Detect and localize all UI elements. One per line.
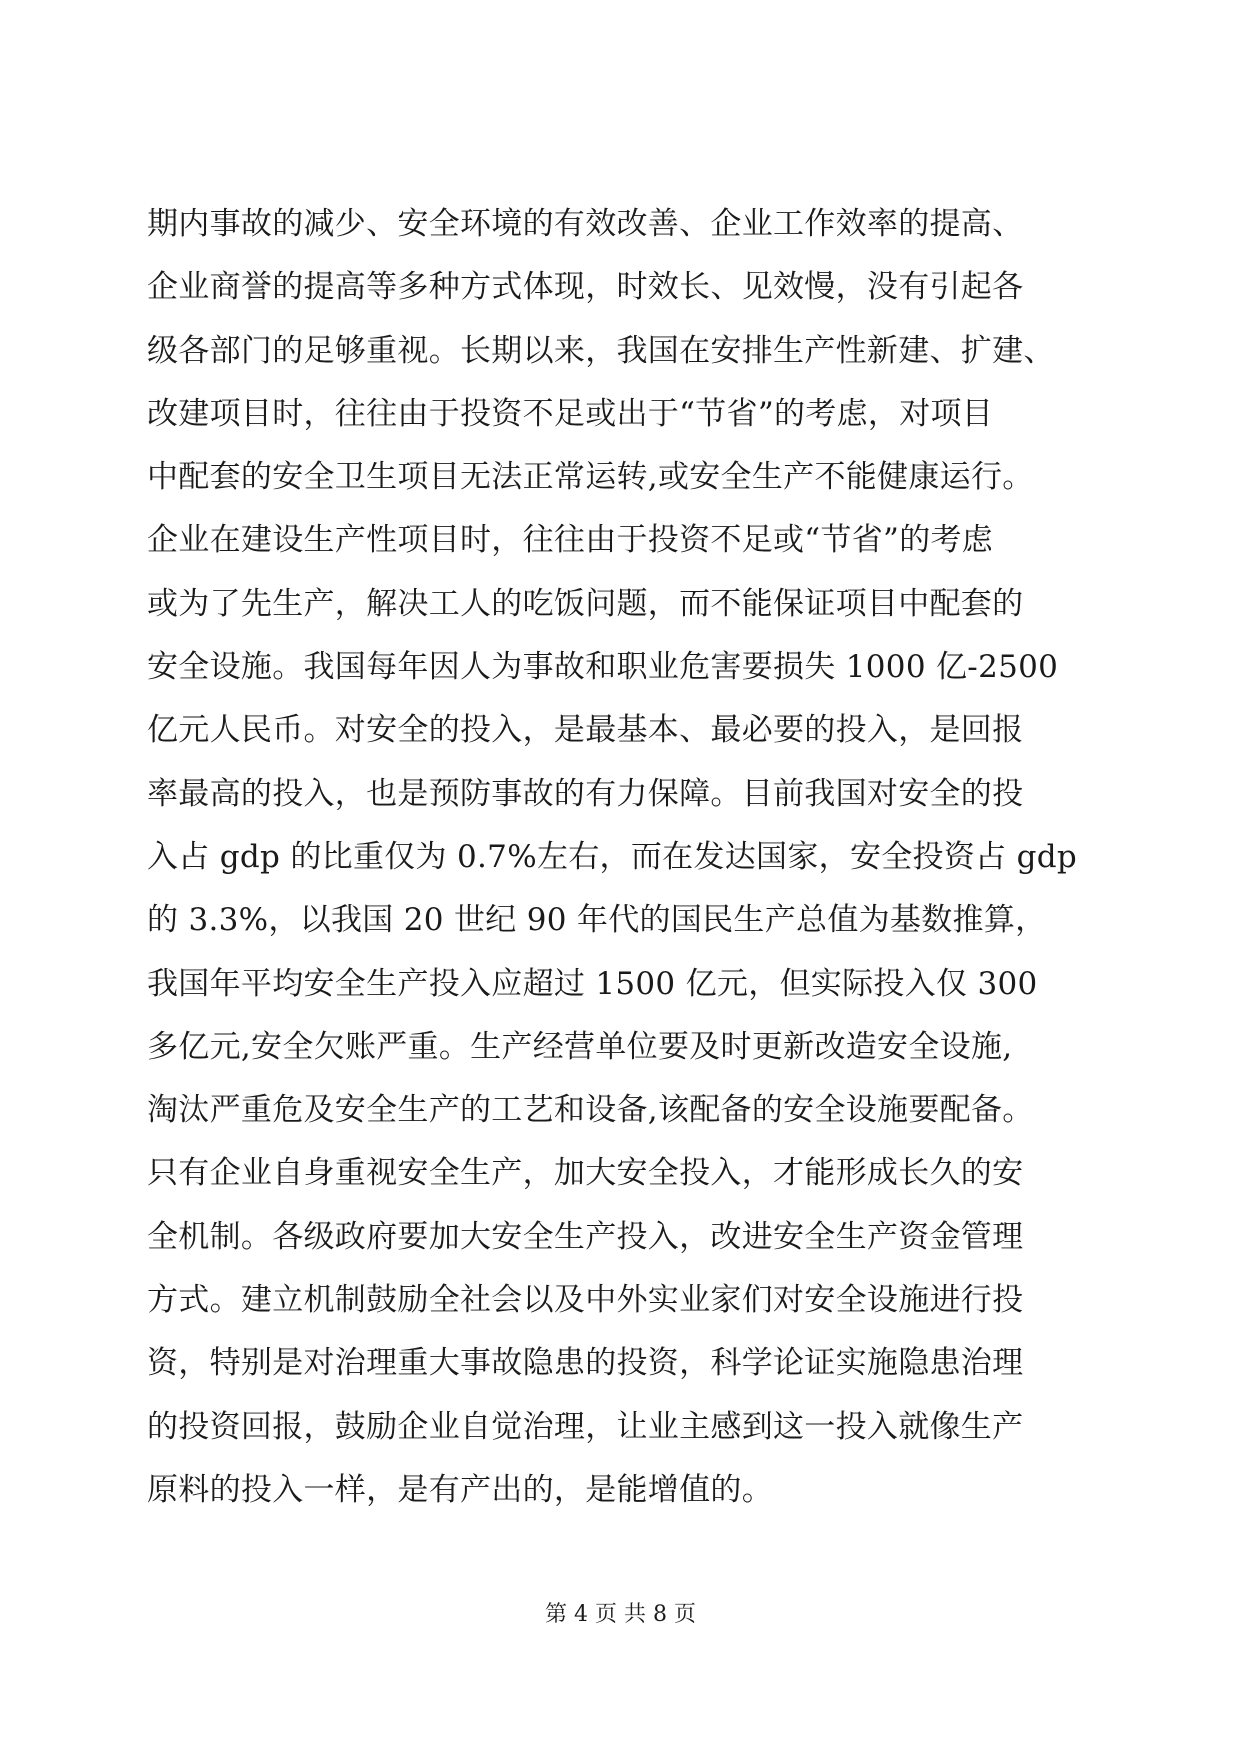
text-line: 安全设施。我国每年因人为事故和职业危害要损失 1000 亿-2500 [147, 649, 1059, 686]
text-line: 入占 gdp 的比重仅为 0.7%左右，而在发达国家，安全投资占 gdp [147, 838, 1078, 875]
text-line: 企业商誉的提高等多种方式体现，时效长、见效慢，没有引起各 [147, 269, 1024, 306]
text-line: 企业在建设生产性项目时，往往由于投资不足或“节省”的考虑 [147, 522, 994, 559]
body-text [147, 193, 1087, 1522]
text-line: 亿元人民币。对安全的投入，是最基本、最必要的投入，是回报 [147, 712, 1024, 749]
text-line: 只有企业自身重视安全生产，加大安全投入，才能形成长久的安 [147, 1155, 1024, 1192]
text-line: 资，特别是对治理重大事故隐患的投资，科学论证实施隐患治理 [147, 1345, 1024, 1382]
text-line: 全机制。各级政府要加大安全生产投入，改进安全生产资金管理 [147, 1218, 1024, 1255]
text-line: 多亿元,安全欠账严重。生产经营单位要及时更新改造安全设施, [147, 1028, 1013, 1065]
page-number-footer: 第 4 页 共 8 页 [545, 1602, 696, 1627]
text-line: 原料的投入一样，是有产出的，是能增值的。 [147, 1471, 773, 1508]
text-line: 率最高的投入，也是预防事故的有力保障。目前我国对安全的投 [147, 775, 1024, 812]
text-line: 淘汰严重危及安全生产的工艺和设备,该配备的安全设施要配备。 [147, 1092, 1034, 1129]
text-line: 的投资回报，鼓励企业自觉治理，让业主感到这一投入就像生产 [147, 1408, 1024, 1445]
text-line: 我国年平均安全生产投入应超过 1500 亿元，但实际投入仅 300 [147, 965, 1038, 1002]
text-line: 方式。建立机制鼓励全社会以及中外实业家们对安全设施进行投 [147, 1282, 1024, 1319]
text-line: 期内事故的减少、安全环境的有效改善、企业工作效率的提高、 [147, 206, 1024, 242]
text-line: 或为了先生产，解决工人的吃饭问题，而不能保证项目中配套的 [147, 585, 1024, 622]
text-line: 级各部门的足够重视。长期以来，我国在安排生产性新建、扩建、 [147, 332, 1055, 369]
text-line: 中配套的安全卫生项目无法正常运转,或安全生产不能健康运行。 [147, 459, 1034, 496]
text-line: 改建项目时，往往由于投资不足或出于“节省”的考虑，对项目 [147, 395, 994, 432]
text-line: 的 3.3%，以我国 20 世纪 90 年代的国民生产总值为基数推算， [147, 902, 1047, 939]
